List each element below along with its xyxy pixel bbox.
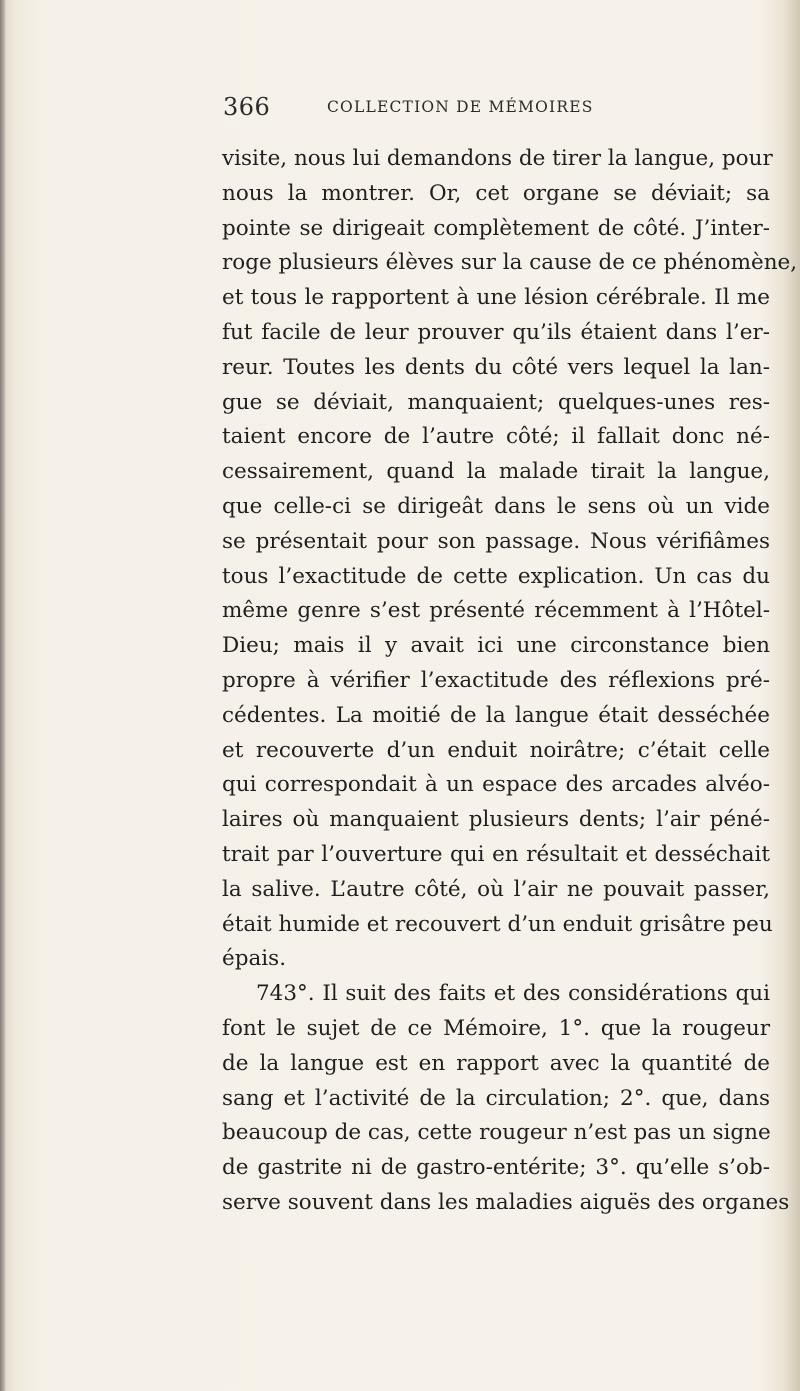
- paragraph-conclusions: [222, 977, 790, 1221]
- text-line: reur. Toutes les dents du côté vers lequel la lan-: [222, 354, 770, 380]
- text-line: la salive. L’autre côté, où l’air ne pouvait passer,: [222, 876, 770, 902]
- text-line: taient encore de l’autre côté; il fallait donc né-: [222, 424, 770, 450]
- paragraph-case-report: [222, 142, 798, 977]
- page-number: 366: [223, 93, 271, 121]
- text-line: et recouverte d’un enduit noirâtre; c’était celle: [222, 737, 770, 763]
- page-header: [223, 93, 783, 129]
- text-line: nous la montrer. Or, cet organe se déviait; sa: [222, 180, 770, 206]
- body-text: [222, 142, 798, 1221]
- text-line: que celle-ci se dirigeât dans le sens où un vide: [222, 493, 770, 519]
- text-line: visite, nous lui demandons de tirer la langue, pour: [222, 146, 773, 171]
- text-line: font le sujet de ce Mémoire, 1°. que la rougeur: [222, 1015, 770, 1041]
- text-line: de gastrite ni de gastro-entérite; 3°. qu’elle s’ob-: [222, 1155, 770, 1181]
- text-line: beaucoup de cas, cette rougeur n’est pas un signe: [222, 1120, 771, 1146]
- text-line: qui correspondait à un espace des arcades alvéo-: [222, 772, 770, 798]
- page-binding-edge: [0, 0, 6, 1391]
- text-line: trait par l’ouverture qui en résultait et desséchait: [222, 841, 770, 867]
- text-line: cessairement, quand la malade tirait la langue,: [222, 459, 770, 485]
- text-line: 743°. Il suit des faits et des considérations qui: [256, 981, 770, 1007]
- text-line: cédentes. La moitié de la langue était desséchée: [222, 702, 770, 728]
- text-line: fut facile de leur prouver qu’ils étaient dans l’er-: [222, 319, 770, 345]
- text-line: propre à vérifier l’exactitude des réflexions pré-: [222, 667, 770, 693]
- text-line: Dieu; mais il y avait ici une circonstance bien: [222, 633, 770, 659]
- text-line: laires où manquaient plusieurs dents; l’air péné-: [222, 807, 770, 833]
- text-line: était humide et recouvert d’un enduit grisâtre peu: [222, 911, 773, 937]
- text-line: tous l’exactitude de cette explication. Un cas du: [222, 563, 770, 589]
- text-line: même genre s’est présenté récemment à l’Hôtel-: [222, 598, 770, 624]
- text-line: serve souvent dans les maladies aiguës des organes: [222, 1189, 790, 1215]
- text-line: pointe se dirigeait complètement de côté. J’inter-: [222, 215, 770, 241]
- text-line: de la langue est en rapport avec la quantité de: [222, 1050, 770, 1076]
- running-head: COLLECTION DE MÉMOIRES: [327, 98, 594, 116]
- text-line: et tous le rapportent à une lésion cérébrale. Il me: [222, 285, 770, 311]
- text-line: gue se déviait, manquaient; quelques-unes res-: [222, 389, 770, 415]
- text-line: épais.: [222, 946, 287, 972]
- text-line: roge plusieurs élèves sur la cause de ce phénomène,: [222, 250, 798, 276]
- text-line: se présentait pour son passage. Nous vérifiâmes: [222, 528, 770, 554]
- text-line: sang et l’activité de la circulation; 2°. que, dans: [222, 1085, 770, 1111]
